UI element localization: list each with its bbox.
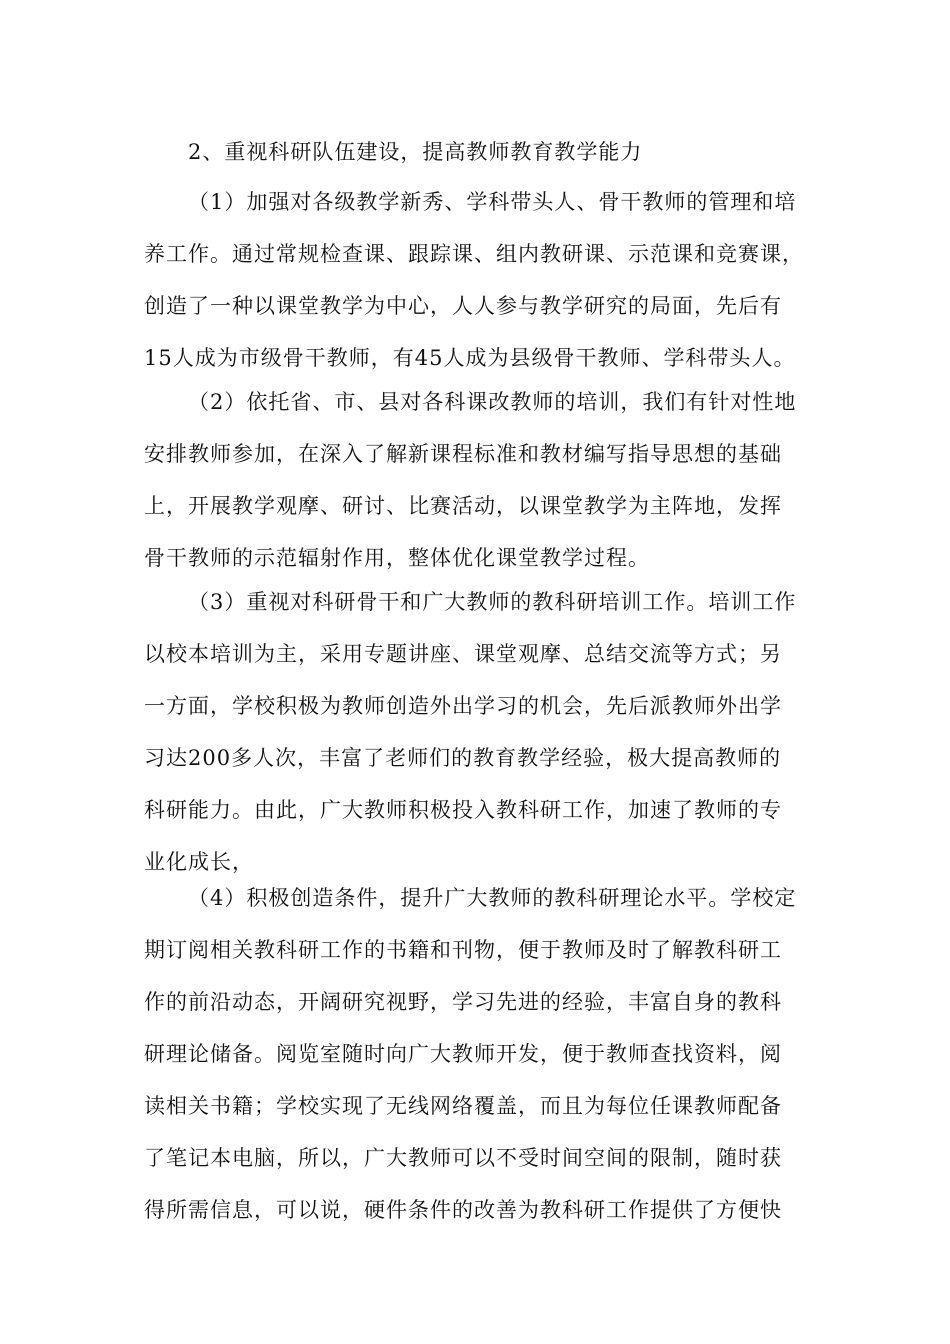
paragraph-line: 养工作。通过常规检查课、跟踪课、组内教研课、示范课和竞赛课，: [144, 242, 804, 266]
paragraph-line: 了笔记本电脑，所以，广大教师可以不受时间空间的限制，随时获: [144, 1146, 782, 1170]
paragraph-line: 科研能力。由此，广大教师积极投入教科研工作，加速了教师的专: [144, 798, 782, 822]
paragraph-line: 创造了一种以课堂教学为中心，人人参与教学研究的局面，先后有: [144, 294, 782, 318]
paragraph-line: 作的前沿动态，开阔研究视野，学习先进的经验，丰富自身的教科: [144, 990, 782, 1014]
paragraph-line: 习达200多人次，丰富了老师们的教育教学经验，极大提高教师的: [144, 746, 782, 770]
paragraph-2: [144, 376, 824, 584]
paragraph-line: 15人成为市级骨干教师，有45人成为县级骨干教师、学科带头人。: [144, 346, 796, 370]
section-heading: 2、重视科研队伍建设，提高教师教育教学能力: [188, 140, 643, 164]
paragraph-line: （4）积极创造条件，提升广大教师的教科研理论水平。学校定: [188, 886, 797, 910]
paragraph-line: 得所需信息，可以说，硬件条件的改善为教科研工作提供了方便快: [144, 1198, 782, 1222]
paragraph-line: 上，开展教学观摩、研讨、比赛活动，以课堂教学为主阵地，发挥: [144, 494, 782, 518]
paragraph-line: 骨干教师的示范辐射作用，整体优化课堂教学过程。: [144, 546, 650, 570]
paragraph-1: [144, 176, 824, 384]
paragraph-line: 期订阅相关教科研工作的书籍和刊物，便于教师及时了解教科研工: [144, 938, 782, 962]
paragraph-line: 以校本培训为主，采用专题讲座、课堂观摩、总结交流等方式；另: [144, 642, 782, 666]
paragraph-line: 业化成长，: [144, 850, 254, 874]
paragraph-4: [144, 872, 824, 1236]
paragraph-line: 一方面，学校积极为教师创造外出学习的机会，先后派教师外出学: [144, 694, 782, 718]
paragraph-line: （2）依托省、市、县对各科课改教师的培训，我们有针对性地: [188, 390, 797, 414]
paragraph-line: 读相关书籍；学校实现了无线网络覆盖，而且为每位任课教师配备: [144, 1094, 782, 1118]
paragraph-line: （3）重视对科研骨干和广大教师的教科研培训工作。培训工作: [188, 590, 797, 614]
paragraph-3: [144, 576, 824, 888]
paragraph-line: 研理论储备。阅览室随时向广大教师开发，便于教师查找资料，阅: [144, 1042, 782, 1066]
paragraph-line: 安排教师参加，在深入了解新课程标准和教材编写指导思想的基础: [144, 442, 782, 466]
paragraph-line: （1）加强对各级教学新秀、学科带头人、骨干教师的管理和培: [188, 190, 797, 214]
